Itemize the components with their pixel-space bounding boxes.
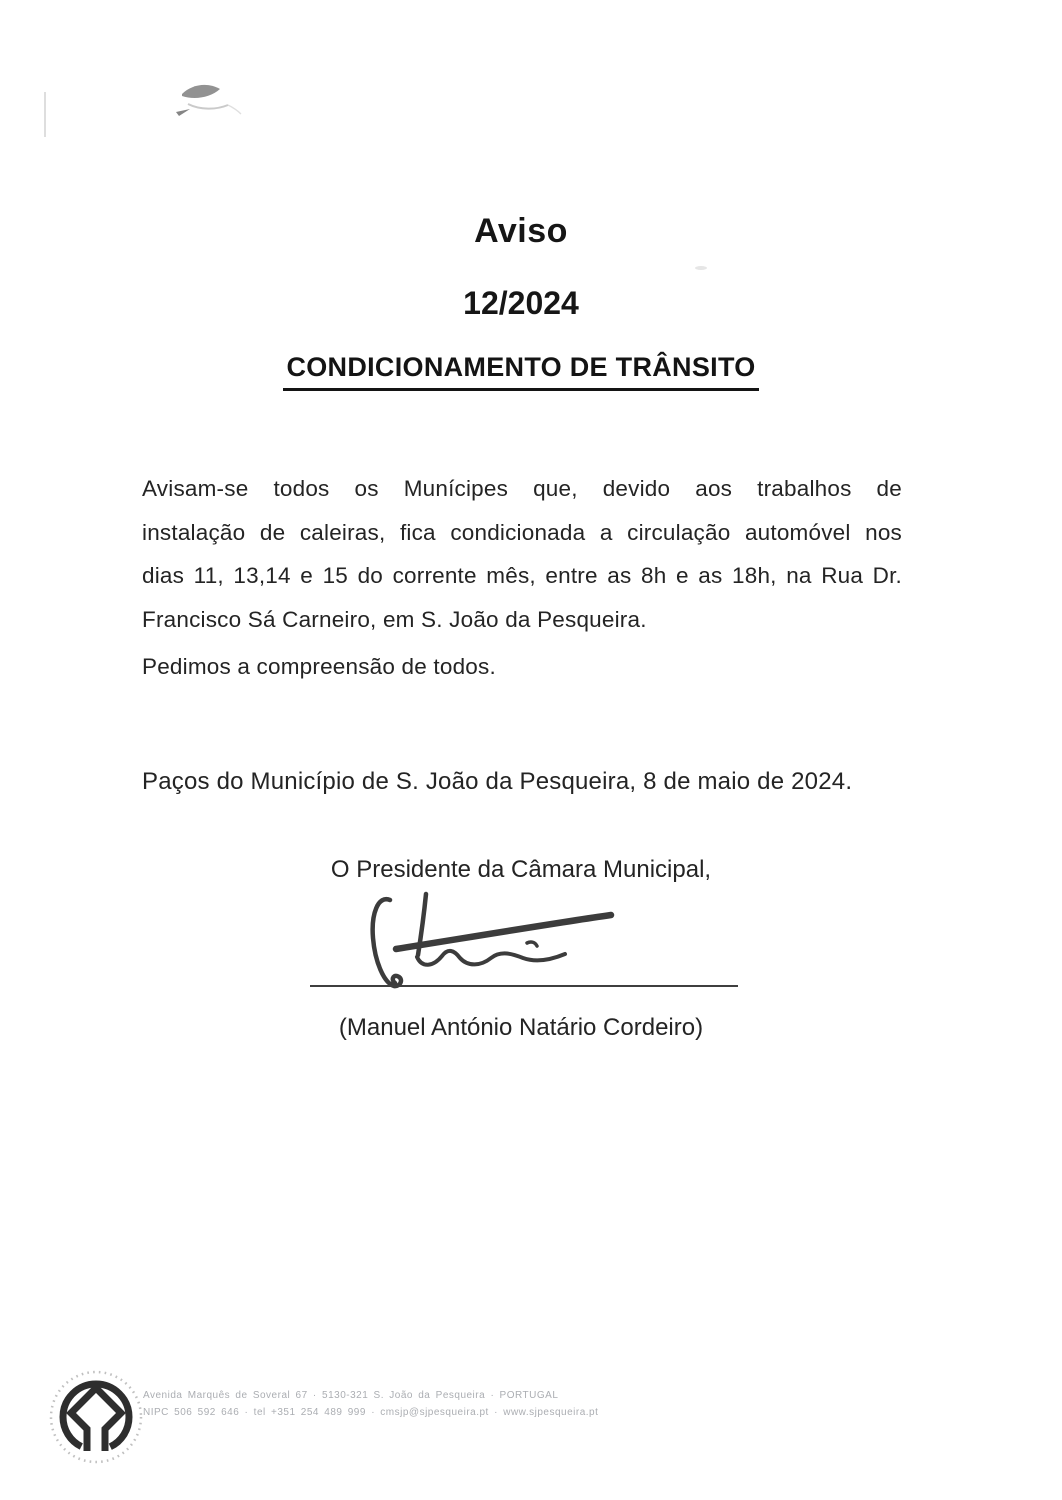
signature-line	[310, 985, 738, 987]
signatory-role: O Presidente da Câmara Municipal,	[330, 856, 712, 883]
scan-edge-mark	[44, 92, 46, 137]
page-title: Aviso	[474, 212, 568, 250]
footer-address: Avenida Marquês de Soveral 67 · 5130-321 S. João da Pesqueira · PORTUGAL	[143, 1390, 559, 1401]
scan-ink-artifact	[168, 80, 253, 135]
notice-subject-row	[0, 352, 1042, 391]
notice-subject: CONDICIONAMENTO DE TRÂNSITO	[283, 352, 758, 391]
body-line: dias 11, 13,14 e 15 do corrente mês, entre as 8h e as 18h, na Rua Dr.	[142, 563, 902, 588]
signatory-name: (Manuel António Natário Cordeiro)	[338, 1014, 704, 1041]
dateline: Paços do Município de S. João da Pesqueira, 8 de maio de 2024.	[142, 768, 853, 795]
notice-number: 12/2024	[463, 285, 579, 321]
municipality-logo-icon	[47, 1366, 147, 1466]
scan-smudge	[695, 266, 707, 270]
body-line: Avisam-se todos os Munícipes que, devido aos trabalhos de	[142, 476, 902, 501]
body-line: instalação de caleiras, fica condicionada a circulação automóvel nos	[142, 519, 902, 545]
footer-contacts: NIPC 506 592 646 · tel +351 254 489 999 · cmsjp@sjpesqueira.pt · www.sjpesqueira.pt	[143, 1407, 599, 1418]
closing-line: Pedimos a compreensão de todos.	[142, 654, 496, 679]
body-paragraph	[142, 467, 902, 641]
body-line: Francisco Sá Carneiro, em S. João da Pesqueira.	[142, 606, 647, 632]
handwritten-signature	[360, 886, 650, 991]
